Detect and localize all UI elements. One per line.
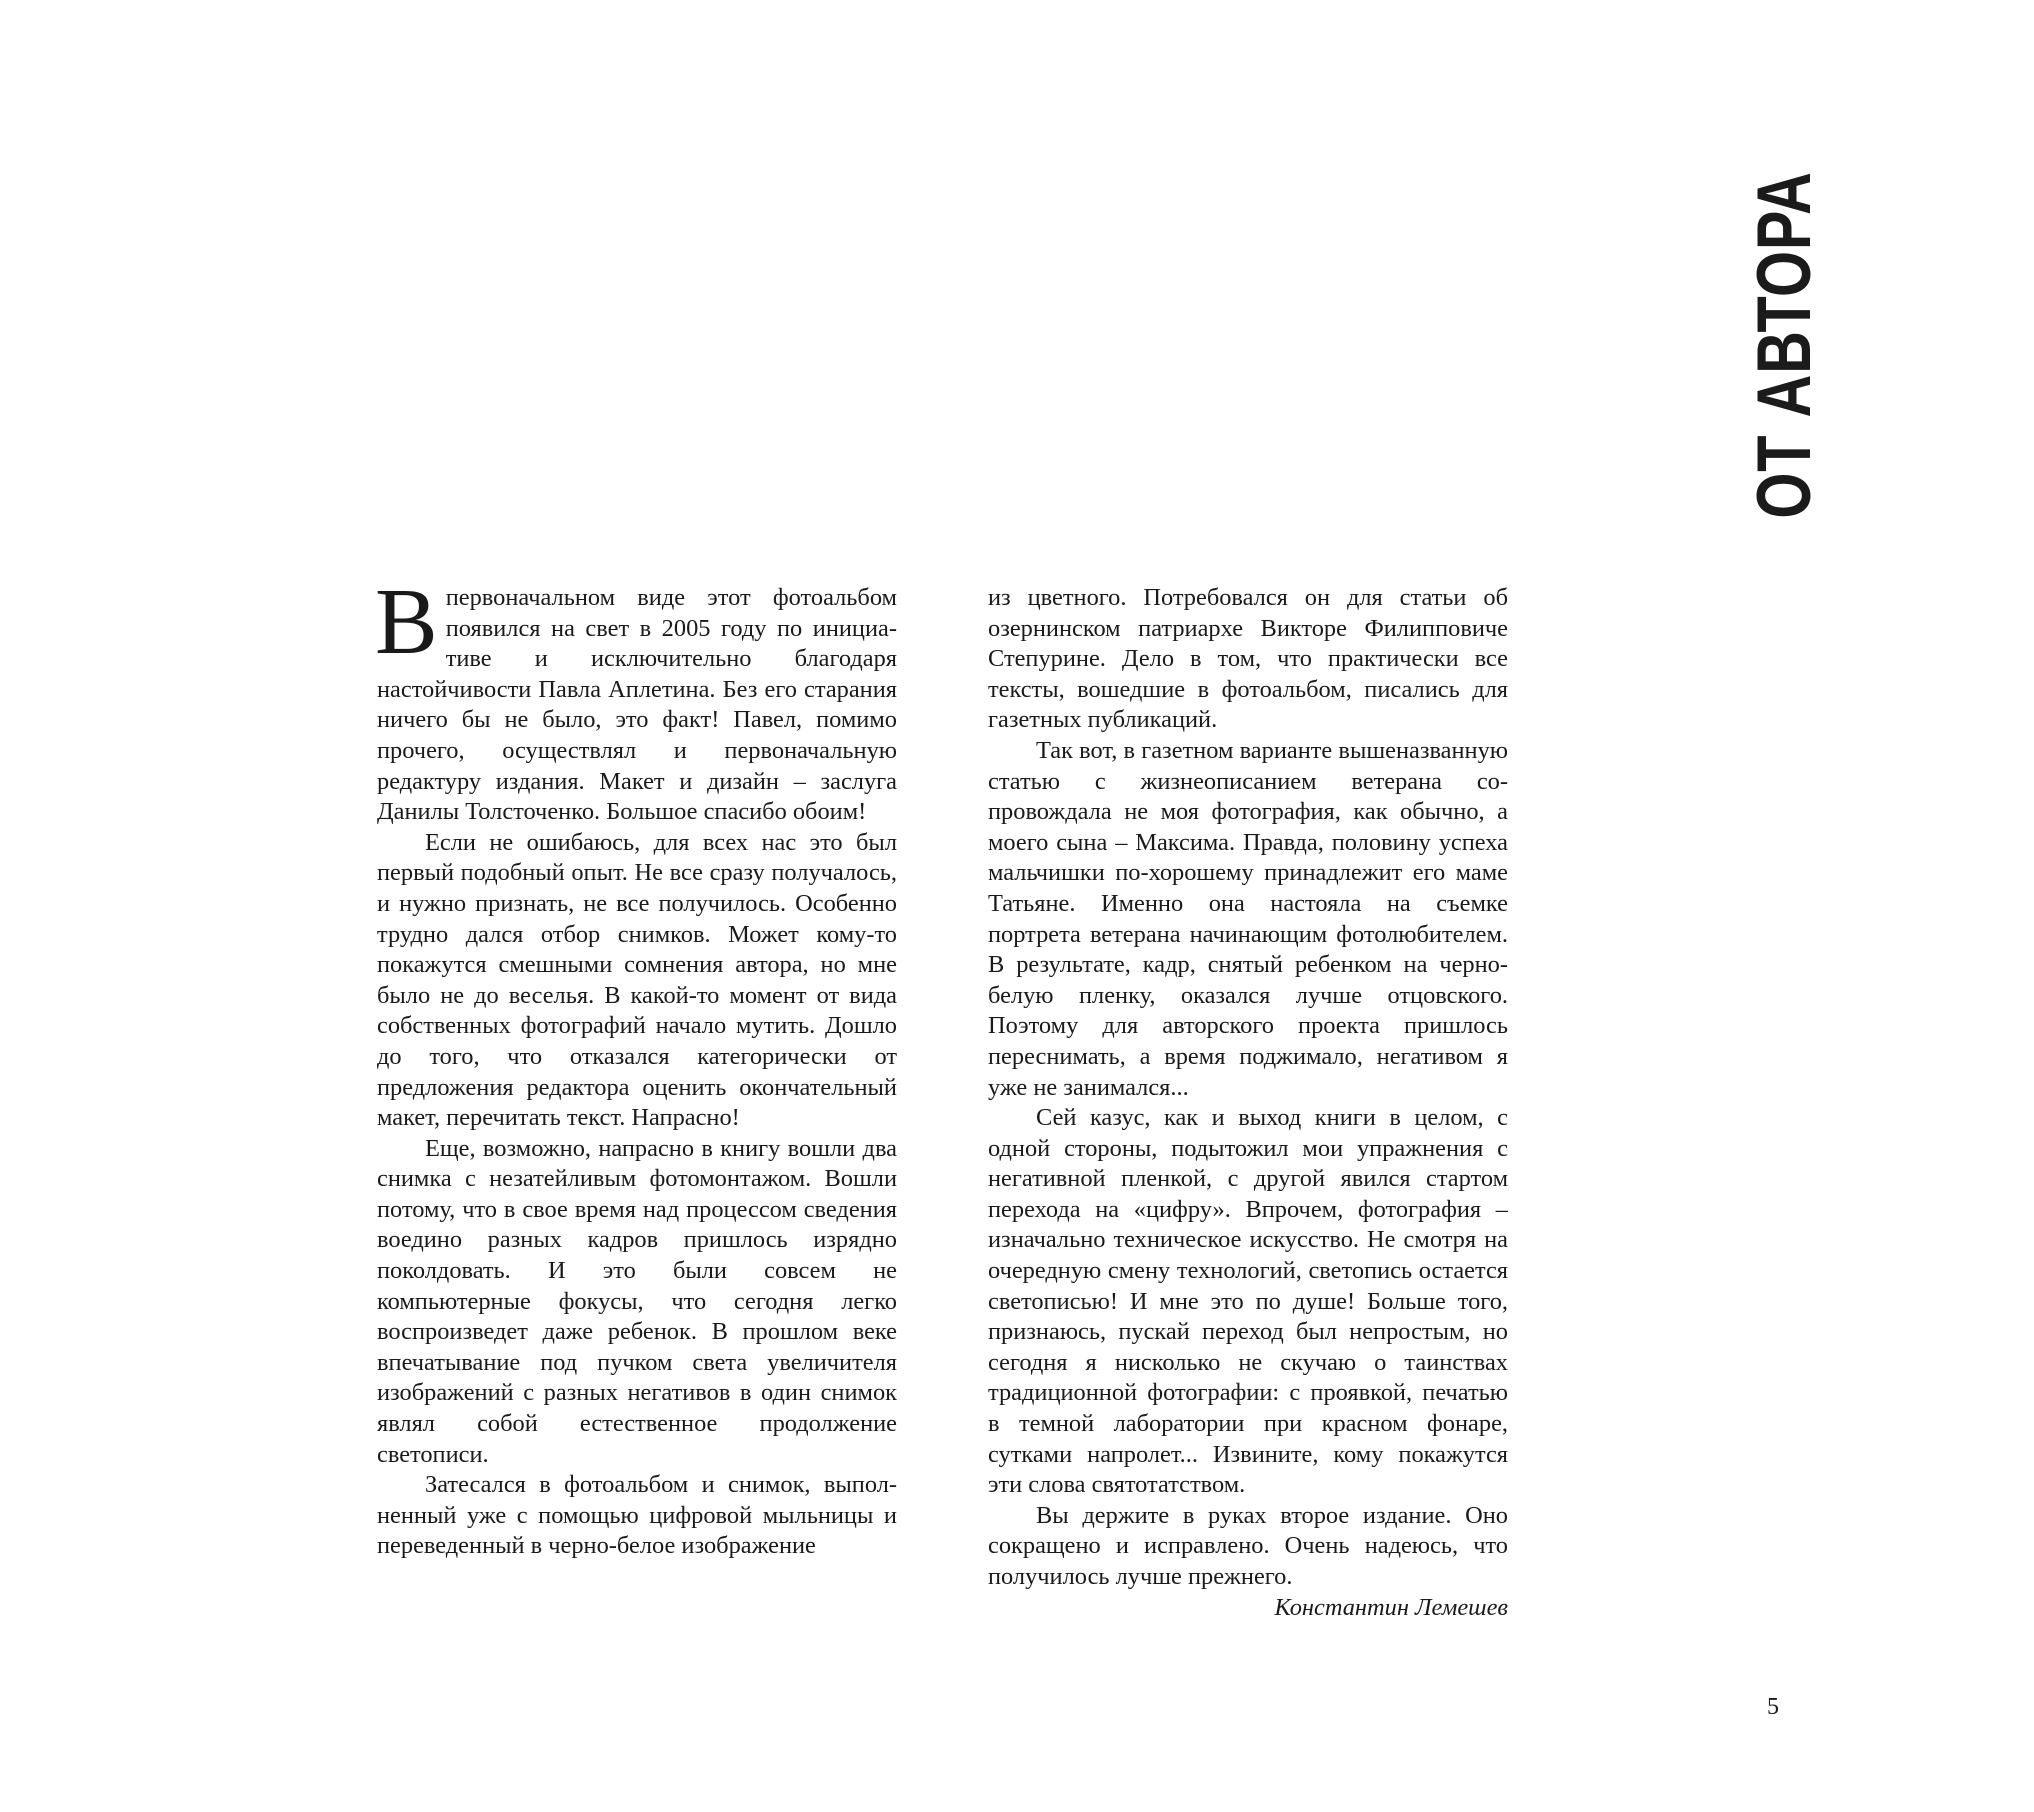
author-signature: Константин Лемешев [1274, 1593, 1508, 1621]
text-column-right [988, 583, 1508, 1623]
page-number: 5 [1767, 1694, 1779, 1720]
section-title-text: ОТ АВТОРА [1742, 171, 1827, 519]
paragraph: Если не ошибаюсь, для всех нас это был первый подобный опыт. Не все сразу получалось, и нужно признать, не все получилось. Особенно трудно дался отбор снимков. Может кому-то покажутся смешными сомнения автора, но мне было не до веселья. В какой-то момент от вида собственных фотографий начало мутить. Дошло до того, что отказался категорически от предложения редактора оценить окончательный макет, перечитать текст. Напрасно! [377, 828, 897, 1132]
paragraph: Так вот, в газетном варианте вышеназванную статью с жизнеописанием ветерана сопровождала не моя фотография, как обычно, а моего сына – Максима. Правда, половину успеха мальчишки по-хорошему принадлежит его маме Татьяне. Именно она настояла на съемке портрета ветерана начинающим фотолюбителем. В результате, кадр, снятый ребенком на черно-белую пленку, оказался лучше отцовского. Поэтому для авторского проекта пришлось переснимать, а время поджимало, негативом я уже не занимался... [988, 736, 1508, 1101]
paragraph: Еще, возможно, напрасно в книгу вошли два снимка с незатейливым фотомонтажом. Вошли потому, что в свое время над процессом сведения воедино разных кадров пришлось изрядно поколдовать. И это были совсем не компьютерные фокусы, что сегодня легко воспроизведет даже ребенок. В прошлом веке впечатывание под пучком света увеличителя изображений с разных негативов в один снимок являл собой естественное продолжение светописи. [377, 1134, 897, 1468]
paragraph: Сей казус, как и выход книги в целом, с одной стороны, подытожил мои упражнения с негативной пленкой, с другой явился стартом перехода на «цифру». Впрочем, фотография – изначально техническое искусство. Не смотря на очередную смену технологий, светопись остается светописью! И мне это по душе! Больше того, признаюсь, пускай переход был непростым, но сегодня я нисколько не скучаю о таинствах традиционной фотографии: с проявкой, печатью в темной лаборатории при красном фонаре, сутками напролет... Извините, кому покажутся эти слова святотатством. [988, 1104, 1508, 1499]
text-column-left [375, 570, 897, 1562]
paragraph: Вы держите в руках второе издание. Оно сокращено и исправлено. Очень надеюсь, что получилось лучше прежнего. [988, 1501, 1508, 1590]
paragraph-intro-text: первоначальном виде этот фотоальбом появился на свет в 2005 году по инициативе и исключительно благодаря настойчивости Павла Аплетина. Без его старания ничего бы не было, это факт! Павел, помимо прочего, осуществлял и первоначальную редактуру издания. Макет и дизайн – заслуга Данилы Толсточенко. Большое спасибо обоим! [377, 584, 897, 826]
drop-cap: В [375, 570, 438, 674]
paragraph: Затесался в фотоальбом и снимок, выполненный уже с помощью цифровой мыльницы и переведенный в черно-белое изображение [377, 1471, 897, 1560]
paragraph-continued: из цветного. Потребовался он для статьи об озернинском патриархе Викторе Филипповиче Степурине. Дело в том, что практически все тексты, вошедшие в фотоальбом, писались для газетных публикаций. [988, 584, 1508, 734]
section-title [1735, 171, 1835, 519]
paragraph-intro [375, 570, 897, 828]
